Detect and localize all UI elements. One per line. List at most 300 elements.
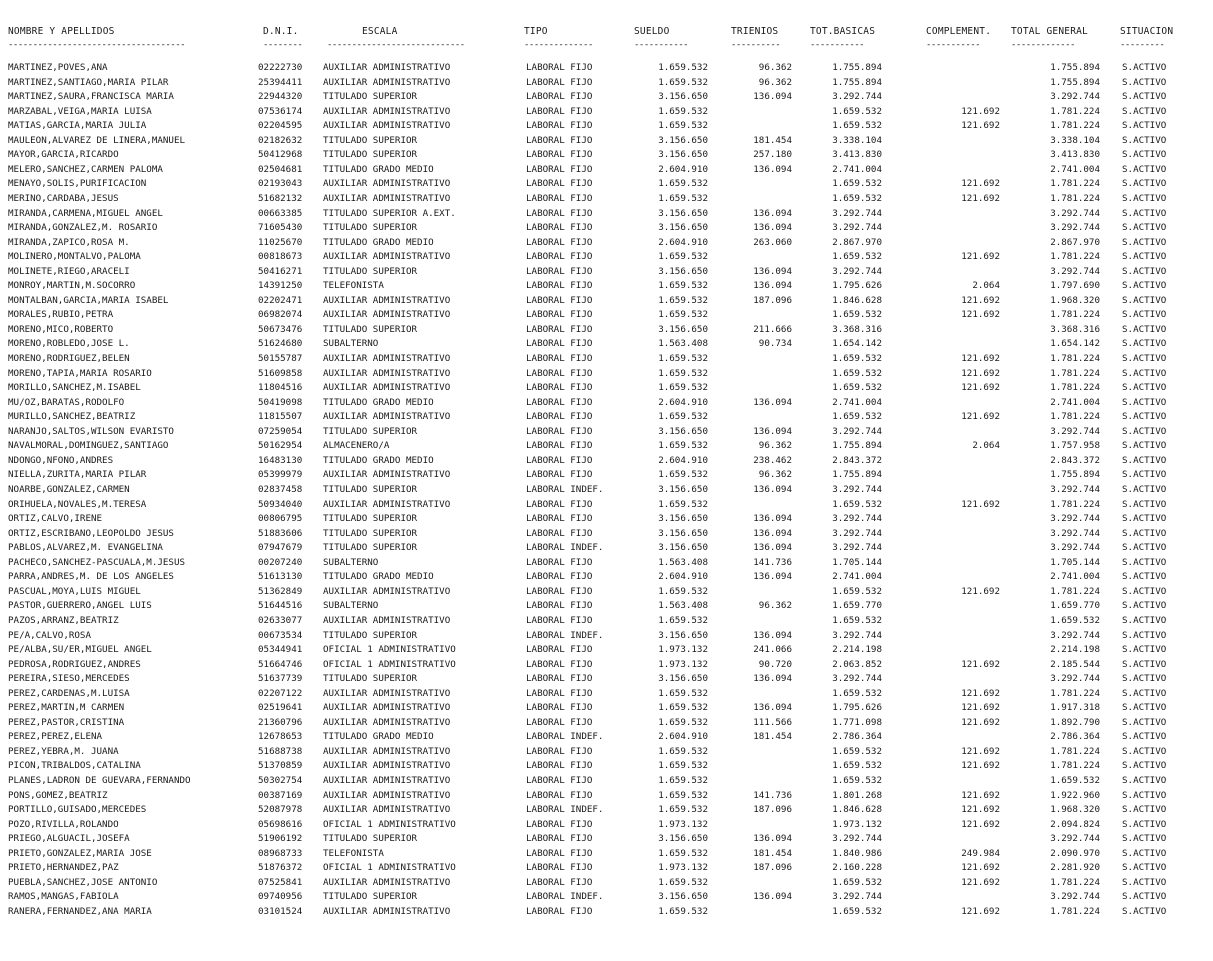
- cell-tot-basicas: 3.413.830: [832, 149, 882, 161]
- cell-tot-basicas: 2.843.372: [832, 454, 882, 466]
- cell-nombre: PLANES,LADRON DE GUEVARA,FERNANDO: [8, 775, 191, 786]
- cell-dni: 21360796: [258, 716, 303, 728]
- cell-sueldo: 3.156.650: [658, 207, 708, 219]
- cell-nombre: RANERA,FERNANDEZ,ANA MARIA: [8, 905, 152, 917]
- cell-sueldo: 1.659.532: [658, 105, 708, 117]
- cell-escala: TITULADO SUPERIOR: [323, 527, 418, 539]
- cell-escala: TITULADO SUPERIOR: [323, 323, 418, 335]
- cell-tot-basicas: 1.659.532: [832, 585, 882, 597]
- cell-nombre: PASTOR,GUERRERO,ANGEL LUIS: [8, 600, 152, 612]
- cell-escala: TITULADO SUPERIOR: [323, 833, 418, 845]
- cell-total-general: 1.968.320: [1050, 804, 1100, 816]
- cell-situacion: S.ACTIVO: [1122, 294, 1167, 306]
- cell-escala: TITULADO SUPERIOR A.EXT.: [323, 207, 456, 219]
- cell-situacion: S.ACTIVO: [1122, 149, 1167, 161]
- cell-trienios: 136.094: [753, 396, 792, 408]
- cell-tipo: LABORAL FIJO: [526, 789, 593, 801]
- cell-complement: 2.064: [972, 280, 1000, 292]
- cell-tipo: LABORAL FIJO: [526, 178, 593, 190]
- cell-dni: 02193043: [258, 178, 303, 190]
- cell-escala: TITULADO SUPERIOR: [323, 222, 418, 234]
- cell-sueldo: 1.659.532: [658, 614, 708, 626]
- cell-trienios: 96.362: [758, 600, 792, 612]
- cell-total-general: 3.338.104: [1050, 134, 1100, 146]
- cell-nombre: MIRANDA,CARMENA,MIGUEL ANGEL: [8, 207, 163, 219]
- cell-tipo: LABORAL FIJO: [526, 91, 593, 103]
- cell-nombre: PAZOS,ARRANZ,BEATRIZ: [8, 614, 119, 626]
- cell-total-general: 1.781.224: [1050, 120, 1100, 132]
- cell-situacion: S.ACTIVO: [1122, 585, 1167, 597]
- cell-total-general: 1.781.224: [1050, 411, 1100, 423]
- cell-sueldo: 3.156.650: [658, 673, 708, 685]
- cell-tipo: LABORAL FIJO: [526, 818, 593, 830]
- cell-total-general: 1.781.224: [1050, 309, 1100, 321]
- table-row: [0, 905, 1213, 919]
- cell-tot-basicas: 3.292.744: [832, 91, 882, 103]
- cell-tot-basicas: 2.741.004: [832, 571, 882, 583]
- cell-tot-basicas: 1.659.532: [832, 745, 882, 757]
- cell-trienios: 238.462: [753, 454, 792, 466]
- header-tot-basicas: TOT.BASICAS: [810, 26, 876, 37]
- cell-complement: 121.692: [961, 585, 1000, 597]
- table-row: [0, 76, 1213, 90]
- cell-tipo: LABORAL FIJO: [526, 353, 593, 364]
- cell-situacion: S.ACTIVO: [1122, 440, 1167, 452]
- cell-sueldo: 3.156.650: [658, 484, 708, 495]
- cell-situacion: S.ACTIVO: [1122, 862, 1167, 874]
- cell-tot-basicas: 3.292.744: [832, 542, 882, 554]
- cell-complement: 2.064: [972, 440, 1000, 452]
- cell-dni: 07536174: [258, 105, 303, 117]
- cell-escala: TITULADO SUPERIOR: [323, 629, 418, 641]
- cell-situacion: S.ACTIVO: [1122, 163, 1167, 175]
- cell-sueldo: 3.156.650: [658, 425, 708, 437]
- cell-tipo: LABORAL FIJO: [526, 673, 593, 685]
- cell-sueldo: 1.659.532: [658, 498, 708, 510]
- cell-situacion: S.ACTIVO: [1122, 789, 1167, 801]
- cell-dni: 02207122: [258, 687, 303, 699]
- cell-situacion: S.ACTIVO: [1122, 222, 1167, 234]
- cell-situacion: S.ACTIVO: [1122, 731, 1167, 743]
- cell-tot-basicas: 1.659.532: [832, 876, 882, 888]
- cell-nombre: ORIHUELA,NOVALES,M.TERESA: [8, 498, 147, 510]
- cell-situacion: S.ACTIVO: [1122, 542, 1167, 554]
- table-row: [0, 847, 1213, 861]
- cell-total-general: 1.968.320: [1050, 294, 1100, 306]
- cell-tot-basicas: 1.755.894: [832, 440, 882, 452]
- cell-dni: 00806795: [258, 513, 303, 524]
- cell-situacion: S.ACTIVO: [1122, 775, 1167, 786]
- cell-sueldo: 1.659.532: [658, 120, 708, 132]
- cell-escala: TELEFONISTA: [323, 280, 384, 292]
- table-row: [0, 105, 1213, 119]
- cell-total-general: 1.781.224: [1050, 585, 1100, 597]
- cell-total-general: 1.705.144: [1050, 556, 1100, 568]
- cell-trienios: 136.094: [753, 702, 792, 714]
- cell-tipo: LABORAL FIJO: [526, 760, 593, 772]
- cell-total-general: 1.781.224: [1050, 382, 1100, 394]
- cell-tipo: LABORAL FIJO: [526, 425, 593, 437]
- cell-escala: TITULADO GRADO MEDIO: [323, 236, 434, 248]
- underline-trienios: ----------: [731, 40, 781, 50]
- cell-complement: 121.692: [961, 178, 1000, 190]
- cell-tot-basicas: 3.292.744: [832, 629, 882, 641]
- cell-sueldo: 1.659.532: [658, 193, 708, 204]
- cell-sueldo: 1.659.532: [658, 178, 708, 190]
- cell-total-general: 1.917.318: [1050, 702, 1100, 714]
- cell-tot-basicas: 1.659.532: [832, 309, 882, 321]
- cell-escala: AUXILIAR ADMINISTRATIVO: [323, 367, 451, 379]
- cell-trienios: 136.094: [753, 673, 792, 685]
- cell-trienios: 211.666: [753, 323, 792, 335]
- cell-total-general: 1.781.224: [1050, 905, 1100, 917]
- underline-tipo: --------------: [524, 40, 593, 50]
- cell-total-general: 1.781.224: [1050, 105, 1100, 117]
- cell-escala: AUXILIAR ADMINISTRATIVO: [323, 62, 451, 73]
- cell-sueldo: 3.156.650: [658, 91, 708, 103]
- cell-total-general: 2.741.004: [1050, 571, 1100, 583]
- cell-nombre: NOARBE,GONZALEZ,CARMEN: [8, 484, 130, 495]
- cell-situacion: S.ACTIVO: [1122, 236, 1167, 248]
- cell-total-general: 2.867.970: [1050, 236, 1100, 248]
- cell-complement: 121.692: [961, 760, 1000, 772]
- cell-situacion: S.ACTIVO: [1122, 847, 1167, 859]
- cell-total-general: 1.781.224: [1050, 251, 1100, 263]
- cell-tot-basicas: 1.659.532: [832, 614, 882, 626]
- cell-dni: 11815507: [258, 411, 303, 423]
- cell-nombre: PABLOS,ALVAREZ,M. EVANGELINA: [8, 542, 163, 554]
- cell-complement: 121.692: [961, 687, 1000, 699]
- cell-nombre: ORTIZ,CALVO,IRENE: [8, 513, 103, 524]
- cell-tipo: LABORAL FIJO: [526, 382, 593, 394]
- cell-sueldo: 1.659.532: [658, 309, 708, 321]
- cell-sueldo: 3.156.650: [658, 134, 708, 146]
- cell-sueldo: 1.563.408: [658, 556, 708, 568]
- cell-escala: AUXILIAR ADMINISTRATIVO: [323, 760, 451, 772]
- cell-total-general: 1.659.532: [1050, 614, 1100, 626]
- cell-dni: 51609858: [258, 367, 303, 379]
- cell-escala: TITULADO GRADO MEDIO: [323, 454, 434, 466]
- cell-escala: TITULADO SUPERIOR: [323, 513, 418, 524]
- cell-dni: 02519641: [258, 702, 303, 714]
- cell-escala: AUXILIAR ADMINISTRATIVO: [323, 905, 451, 917]
- cell-total-general: 1.781.224: [1050, 687, 1100, 699]
- table-row: [0, 585, 1213, 599]
- cell-trienios: 136.094: [753, 207, 792, 219]
- cell-nombre: PACHECO,SANCHEZ-PASCUALA,M.JESUS: [8, 556, 186, 568]
- cell-nombre: PEREIRA,SIESO,MERCEDES: [8, 673, 130, 685]
- header-tipo: TIPO: [524, 26, 548, 37]
- cell-escala: ALMACENERO/A: [323, 440, 390, 452]
- cell-escala: AUXILIAR ADMINISTRATIVO: [323, 745, 451, 757]
- cell-situacion: S.ACTIVO: [1122, 498, 1167, 510]
- cell-situacion: S.ACTIVO: [1122, 760, 1167, 772]
- cell-nombre: PEREZ,YEBRA,M. JUANA: [8, 745, 119, 757]
- cell-sueldo: 1.659.532: [658, 294, 708, 306]
- cell-tot-basicas: 1.795.626: [832, 702, 882, 714]
- cell-escala: OFICIAL 1 ADMINISTRATIVO: [323, 658, 456, 670]
- cell-escala: OFICIAL 1 ADMINISTRATIVO: [323, 818, 456, 830]
- cell-nombre: MORILLO,SANCHEZ,M.ISABEL: [8, 382, 141, 394]
- table-row: [0, 803, 1213, 817]
- cell-total-general: 1.659.770: [1050, 600, 1100, 612]
- cell-escala: TITULADO SUPERIOR: [323, 265, 418, 277]
- cell-sueldo: 1.659.532: [658, 687, 708, 699]
- cell-situacion: S.ACTIVO: [1122, 513, 1167, 524]
- table-row: [0, 250, 1213, 264]
- cell-dni: 02633077: [258, 614, 303, 626]
- cell-trienios: 136.094: [753, 163, 792, 175]
- table-row: [0, 643, 1213, 657]
- cell-escala: TITULADO SUPERIOR: [323, 91, 418, 103]
- cell-situacion: S.ACTIVO: [1122, 469, 1167, 481]
- cell-trienios: 90.720: [758, 658, 792, 670]
- cell-nombre: PEREZ,CARDENAS,M.LUISA: [8, 687, 130, 699]
- cell-tipo: LABORAL FIJO: [526, 149, 593, 161]
- cell-sueldo: 3.156.650: [658, 629, 708, 641]
- cell-tot-basicas: 1.801.268: [832, 789, 882, 801]
- cell-tot-basicas: 3.292.744: [832, 207, 882, 219]
- cell-dni: 08968733: [258, 847, 303, 859]
- cell-trienios: 96.362: [758, 440, 792, 452]
- cell-situacion: S.ACTIVO: [1122, 62, 1167, 73]
- cell-situacion: S.ACTIVO: [1122, 833, 1167, 845]
- cell-dni: 06982074: [258, 309, 303, 321]
- cell-tipo: LABORAL FIJO: [526, 163, 593, 175]
- cell-tipo: LABORAL FIJO: [526, 658, 593, 670]
- cell-situacion: S.ACTIVO: [1122, 629, 1167, 641]
- cell-total-general: 1.781.224: [1050, 353, 1100, 364]
- cell-escala: TITULADO SUPERIOR: [323, 149, 418, 161]
- cell-escala: SUBALTERNO: [323, 600, 379, 612]
- cell-sueldo: 2.604.910: [658, 571, 708, 583]
- cell-sueldo: 2.604.910: [658, 236, 708, 248]
- cell-tipo: LABORAL INDEF.: [526, 804, 604, 816]
- cell-nombre: PRIETO,HERNANDEZ,PAZ: [8, 862, 119, 874]
- cell-escala: OFICIAL 1 ADMINISTRATIVO: [323, 862, 456, 874]
- cell-situacion: S.ACTIVO: [1122, 382, 1167, 394]
- cell-situacion: S.ACTIVO: [1122, 600, 1167, 612]
- cell-situacion: S.ACTIVO: [1122, 687, 1167, 699]
- cell-dni: 02222730: [258, 62, 303, 73]
- cell-tipo: LABORAL FIJO: [526, 687, 593, 699]
- cell-tipo: LABORAL FIJO: [526, 251, 593, 263]
- cell-tipo: LABORAL FIJO: [526, 876, 593, 888]
- cell-sueldo: 3.156.650: [658, 265, 708, 277]
- cell-dni: 12678653: [258, 731, 303, 743]
- cell-tot-basicas: 1.659.532: [832, 251, 882, 263]
- cell-escala: SUBALTERNO: [323, 556, 379, 568]
- cell-nombre: MONTALBAN,GARCIA,MARIA ISABEL: [8, 294, 169, 306]
- cell-tipo: LABORAL FIJO: [526, 556, 593, 568]
- cell-complement: 121.692: [961, 716, 1000, 728]
- cell-tot-basicas: 3.292.744: [832, 527, 882, 539]
- cell-escala: SUBALTERNO: [323, 338, 379, 350]
- cell-dni: 02182632: [258, 134, 303, 146]
- cell-total-general: 3.368.316: [1050, 323, 1100, 335]
- cell-tipo: LABORAL FIJO: [526, 411, 593, 423]
- cell-tipo: LABORAL FIJO: [526, 338, 593, 350]
- cell-complement: 121.692: [961, 411, 1000, 423]
- cell-situacion: S.ACTIVO: [1122, 644, 1167, 655]
- cell-tipo: LABORAL FIJO: [526, 600, 593, 612]
- cell-dni: 02837458: [258, 484, 303, 495]
- cell-tot-basicas: 3.292.744: [832, 425, 882, 437]
- cell-sueldo: 1.659.532: [658, 702, 708, 714]
- cell-nombre: MORALES,RUBIO,PETRA: [8, 309, 114, 321]
- cell-situacion: S.ACTIVO: [1122, 309, 1167, 321]
- cell-tipo: LABORAL FIJO: [526, 847, 593, 859]
- cell-tot-basicas: 1.755.894: [832, 76, 882, 88]
- cell-trienios: 96.362: [758, 62, 792, 73]
- cell-sueldo: 1.659.532: [658, 367, 708, 379]
- table-row: [0, 861, 1213, 875]
- cell-complement: 121.692: [961, 193, 1000, 204]
- cell-dni: 51637739: [258, 673, 303, 685]
- cell-complement: 121.692: [961, 309, 1000, 321]
- table-row: [0, 701, 1213, 715]
- table-row: [0, 134, 1213, 148]
- cell-complement: 121.692: [961, 804, 1000, 816]
- table-row: [0, 716, 1213, 730]
- table-row: [0, 265, 1213, 279]
- cell-sueldo: 1.659.532: [658, 353, 708, 364]
- cell-total-general: 1.659.532: [1050, 775, 1100, 786]
- cell-sueldo: 1.659.532: [658, 251, 708, 263]
- cell-dni: 51624680: [258, 338, 303, 350]
- cell-nombre: NAVALMORAL,DOMINGUEZ,SANTIAGO: [8, 440, 169, 452]
- header-escala: ESCALA: [362, 26, 398, 37]
- cell-situacion: S.ACTIVO: [1122, 178, 1167, 190]
- cell-sueldo: 1.563.408: [658, 600, 708, 612]
- cell-complement: 121.692: [961, 818, 1000, 830]
- cell-tipo: LABORAL FIJO: [526, 120, 593, 132]
- table-row: [0, 512, 1213, 526]
- table-row: [0, 876, 1213, 890]
- cell-tot-basicas: 2.160.228: [832, 862, 882, 874]
- cell-situacion: S.ACTIVO: [1122, 527, 1167, 539]
- cell-trienios: 136.094: [753, 629, 792, 641]
- cell-situacion: S.ACTIVO: [1122, 891, 1167, 903]
- cell-escala: AUXILIAR ADMINISTRATIVO: [323, 804, 451, 816]
- table-row: [0, 396, 1213, 410]
- cell-total-general: 1.781.224: [1050, 876, 1100, 888]
- cell-sueldo: 1.973.132: [658, 862, 708, 874]
- cell-total-general: 3.292.744: [1050, 91, 1100, 103]
- cell-sueldo: 1.659.532: [658, 469, 708, 481]
- cell-tot-basicas: 3.292.744: [832, 833, 882, 845]
- cell-tot-basicas: 1.755.894: [832, 469, 882, 481]
- cell-sueldo: 3.156.650: [658, 833, 708, 845]
- cell-complement: 121.692: [961, 905, 1000, 917]
- cell-nombre: MAYOR,GARCIA,RICARDO: [8, 149, 119, 161]
- table-row: [0, 337, 1213, 351]
- cell-complement: 121.692: [961, 105, 1000, 117]
- cell-trienios: 181.454: [753, 731, 792, 743]
- cell-sueldo: 1.973.132: [658, 818, 708, 830]
- cell-situacion: S.ACTIVO: [1122, 251, 1167, 263]
- cell-sueldo: 1.659.532: [658, 716, 708, 728]
- cell-complement: 121.692: [961, 862, 1000, 874]
- cell-total-general: 1.757.958: [1050, 440, 1100, 452]
- cell-tipo: LABORAL FIJO: [526, 905, 593, 917]
- cell-total-general: 3.292.744: [1050, 629, 1100, 641]
- header-nombre: NOMBRE Y APELLIDOS: [8, 26, 115, 37]
- cell-escala: AUXILIAR ADMINISTRATIVO: [323, 294, 451, 306]
- cell-tot-basicas: 1.755.894: [832, 62, 882, 73]
- cell-tipo: LABORAL INDEF.: [526, 891, 604, 903]
- cell-nombre: PEREZ,PEREZ,ELENA: [8, 731, 103, 743]
- cell-nombre: MARTINEZ,POVES,ANA: [8, 62, 108, 73]
- cell-tot-basicas: 2.063.852: [832, 658, 882, 670]
- cell-tipo: LABORAL FIJO: [526, 498, 593, 510]
- underline-sueldo: -----------: [634, 40, 689, 50]
- cell-situacion: S.ACTIVO: [1122, 353, 1167, 364]
- cell-situacion: S.ACTIVO: [1122, 905, 1167, 917]
- cell-tipo: LABORAL FIJO: [526, 134, 593, 146]
- cell-situacion: S.ACTIVO: [1122, 614, 1167, 626]
- cell-tipo: LABORAL FIJO: [526, 193, 593, 204]
- cell-tot-basicas: 1.659.532: [832, 775, 882, 786]
- cell-dni: 00818673: [258, 251, 303, 263]
- cell-dni: 51876372: [258, 862, 303, 874]
- cell-tot-basicas: 2.741.004: [832, 396, 882, 408]
- cell-tipo: LABORAL FIJO: [526, 236, 593, 248]
- cell-dni: 00207240: [258, 556, 303, 568]
- cell-nombre: PONS,GOMEZ,BEATRIZ: [8, 789, 108, 801]
- table-row: [0, 381, 1213, 395]
- table-row: [0, 163, 1213, 177]
- cell-nombre: PRIETO,GONZALEZ,MARIA JOSE: [8, 847, 152, 859]
- cell-nombre: PE/ALBA,SU/ER,MIGUEL ANGEL: [8, 644, 152, 655]
- cell-tot-basicas: 1.659.532: [832, 178, 882, 190]
- cell-escala: AUXILIAR ADMINISTRATIVO: [323, 382, 451, 394]
- cell-sueldo: 2.604.910: [658, 454, 708, 466]
- cell-dni: 14391250: [258, 280, 303, 292]
- header-dni: D.N.I.: [263, 26, 299, 37]
- cell-complement: 121.692: [961, 367, 1000, 379]
- cell-dni: 51613130: [258, 571, 303, 583]
- cell-escala: AUXILIAR ADMINISTRATIVO: [323, 614, 451, 626]
- table-row: [0, 236, 1213, 250]
- cell-escala: AUXILIAR ADMINISTRATIVO: [323, 120, 451, 132]
- cell-situacion: S.ACTIVO: [1122, 571, 1167, 583]
- cell-total-general: 3.292.744: [1050, 207, 1100, 219]
- cell-sueldo: 1.659.532: [658, 440, 708, 452]
- cell-sueldo: 3.156.650: [658, 891, 708, 903]
- cell-nombre: PICON,TRIBALDOS,CATALINA: [8, 760, 141, 772]
- header-trienios: TRIENIOS: [731, 26, 779, 37]
- cell-escala: AUXILIAR ADMINISTRATIVO: [323, 309, 451, 321]
- cell-total-general: 3.292.744: [1050, 222, 1100, 234]
- cell-tipo: LABORAL FIJO: [526, 207, 593, 219]
- cell-situacion: S.ACTIVO: [1122, 367, 1167, 379]
- cell-dni: 51664746: [258, 658, 303, 670]
- cell-escala: TELEFONISTA: [323, 847, 384, 859]
- table-row: [0, 439, 1213, 453]
- cell-sueldo: 1.659.532: [658, 411, 708, 423]
- cell-trienios: 241.066: [753, 644, 792, 655]
- cell-sueldo: 1.973.132: [658, 644, 708, 655]
- cell-dni: 02504681: [258, 163, 303, 175]
- cell-nombre: MARZABAL,VEIGA,MARIA LUISA: [8, 105, 152, 117]
- cell-complement: 121.692: [961, 353, 1000, 364]
- cell-dni: 00663385: [258, 207, 303, 219]
- cell-total-general: 1.781.224: [1050, 193, 1100, 204]
- cell-tipo: LABORAL FIJO: [526, 105, 593, 117]
- cell-escala: TITULADO SUPERIOR: [323, 891, 418, 903]
- cell-nombre: MAULEON,ALVAREZ DE LINERA,MANUEL: [8, 134, 186, 146]
